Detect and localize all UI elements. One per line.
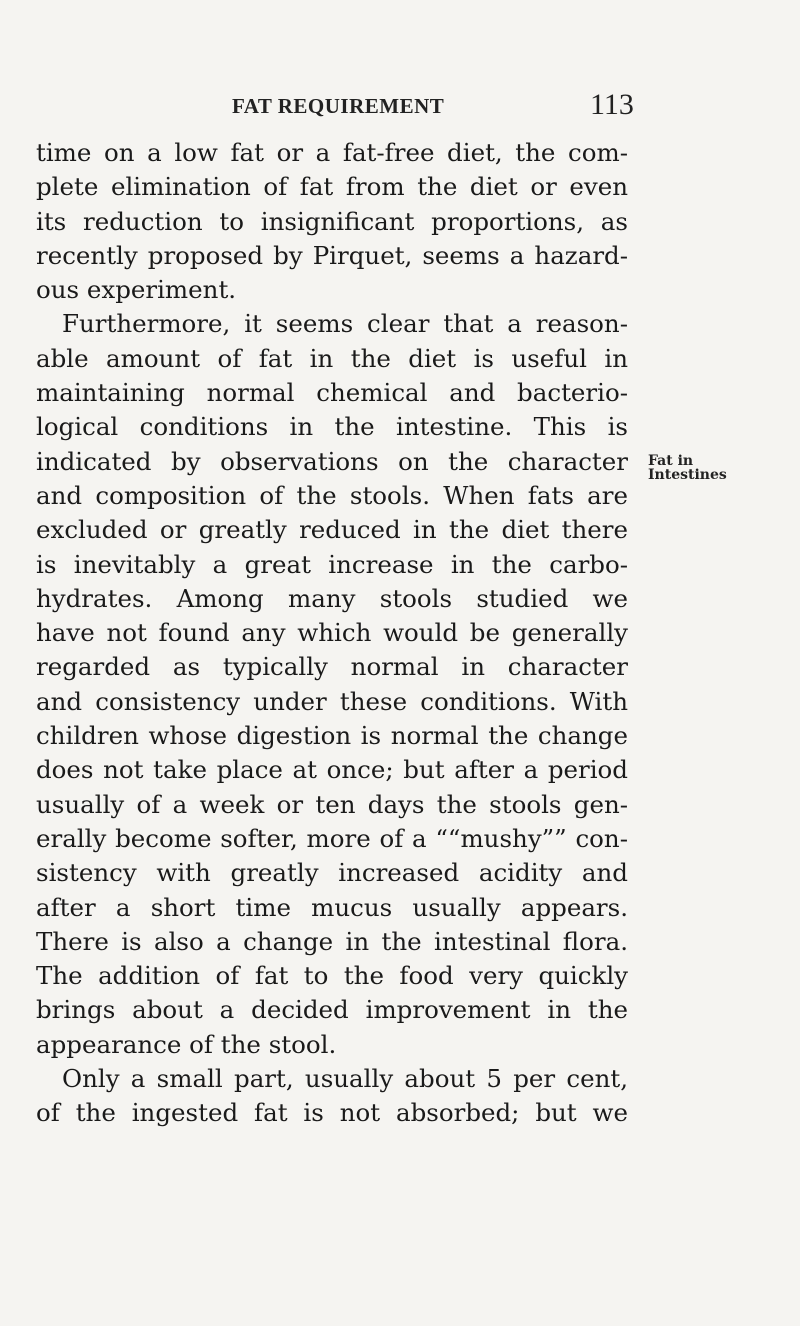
text-line: maintaining normal chemical and bacterio-: [36, 378, 628, 408]
text-line: is inevitably a great increase in the carbo-: [36, 549, 628, 579]
text-line: usually of a week or ten days the stools gen-: [36, 789, 628, 819]
text-line: Only a small part, usually about 5 per cent,: [62, 1064, 628, 1094]
text-line: recently proposed by Pirquet, seems a hazard-: [36, 240, 628, 270]
text-line: brings about a decided improvement in the: [36, 995, 628, 1025]
text-line: children whose digestion is normal the change: [36, 721, 628, 751]
text-line: There is also a change in the intestinal flora.: [36, 926, 628, 956]
margin-note: [648, 454, 768, 482]
text-line: of the ingested fat is not absorbed; but we: [36, 1098, 628, 1128]
margin-note-line: Intestines: [648, 467, 727, 483]
text-line: hydrates. Among many stools studied we: [36, 583, 628, 613]
text-line: sistency with greatly increased acidity and: [36, 858, 628, 888]
text-line: appearance of the stool.: [36, 1029, 337, 1059]
text-line: have not found any which would be generally: [36, 618, 628, 648]
text-line: indicated by observations on the character: [36, 446, 628, 476]
text-line: and composition of the stools. When fats are: [36, 480, 628, 510]
text-line: able amount of fat in the diet is useful in: [36, 343, 628, 373]
body-text: [36, 136, 628, 1131]
text-line: erally become softer, more of a ““mushy”” con-: [36, 823, 628, 853]
text-line: after a short time mucus usually appears.: [36, 892, 628, 922]
text-line: its reduction to insignificant proportions, as: [36, 206, 628, 236]
running-head: FAT REQUIREMENT: [232, 94, 445, 118]
text-line: Furthermore, it seems clear that a reason-: [62, 309, 628, 339]
text-line: logical conditions in the intestine. This is: [36, 412, 628, 442]
text-line: regarded as typically normal in character: [36, 652, 628, 682]
text-line: does not take place at once; but after a period: [36, 755, 628, 785]
text-line: and consistency under these conditions. With: [36, 686, 628, 716]
page-number: 113: [590, 88, 634, 121]
text-line: time on a low fat or a fat-free diet, the com-: [36, 138, 628, 167]
page-header: [0, 88, 800, 128]
text-line: The addition of fat to the food very quickly: [36, 961, 628, 991]
text-line: excluded or greatly reduced in the diet there: [36, 515, 628, 545]
text-line: plete elimination of fat from the diet or even: [36, 172, 628, 202]
margin-note-line: Fat in: [648, 453, 694, 469]
text-line: ous experiment.: [36, 275, 237, 305]
